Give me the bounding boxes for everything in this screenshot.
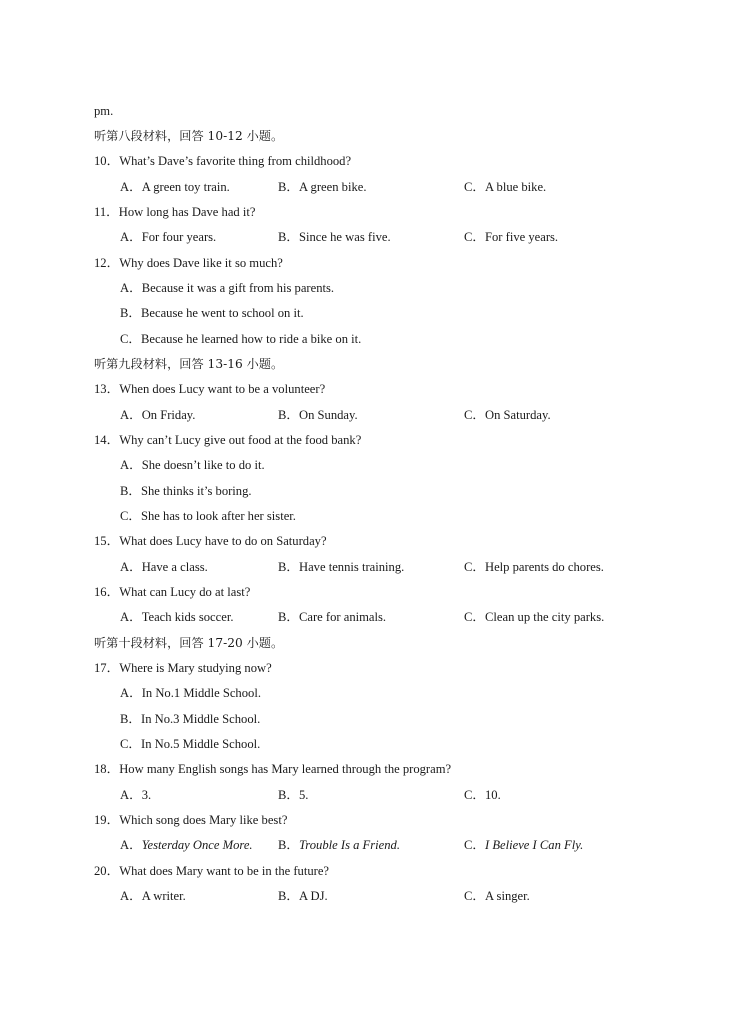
option-13-c: C．On Saturday.	[464, 408, 551, 422]
option-17-a: A．In No.1 Middle School.	[120, 686, 261, 700]
option-18-b: B．5.	[278, 788, 309, 802]
option-17-b: B．In No.3 Middle School.	[120, 712, 261, 726]
option-15-a: A．Have a class.	[120, 560, 208, 574]
section-heading-10: 听第十段材料，回答 17-20 小题。	[94, 636, 284, 650]
option-16-b: B．Care for animals.	[278, 610, 387, 624]
question-stem-13: 13．When does Lucy want to be a volunteer?	[94, 382, 326, 396]
option-16-c: C．Clean up the city parks.	[464, 610, 605, 624]
question-stem-19: 19．Which song does Mary like best?	[94, 813, 288, 827]
option-13-a: A．On Friday.	[120, 408, 196, 422]
option-12-b: B．Because he went to school on it.	[120, 306, 304, 320]
question-stem-11: 11．How long has Dave had it?	[94, 205, 256, 219]
option-19-a	[120, 837, 253, 853]
option-12-c: C．Because he learned how to ride a bike on it.	[120, 332, 362, 346]
question-stem-16: 16．What can Lucy do at last?	[94, 585, 251, 599]
intro-fragment: pm.	[94, 104, 114, 118]
question-stem-12: 12．Why does Dave like it so much?	[94, 256, 283, 270]
option-10-a: A．A green toy train.	[120, 180, 230, 194]
song-title: I Believe I Can Fly.	[485, 838, 584, 852]
option-15-b: B．Have tennis training.	[278, 560, 405, 574]
option-16-a: A．Teach kids soccer.	[120, 610, 234, 624]
option-14-a: A．She doesn’t like to do it.	[120, 458, 265, 472]
option-letter: B．	[278, 838, 299, 852]
option-11-b: B．Since he was five.	[278, 230, 391, 244]
question-stem-17: 17．Where is Mary studying now?	[94, 661, 272, 675]
option-letter: C．	[464, 838, 485, 852]
option-15-c: C．Help parents do chores.	[464, 560, 604, 574]
option-letter: A．	[120, 838, 142, 852]
option-19-b	[278, 837, 400, 853]
option-11-a: A．For four years.	[120, 230, 217, 244]
option-17-c: C．In No.5 Middle School.	[120, 737, 261, 751]
option-20-b: B．A DJ.	[278, 889, 328, 903]
question-stem-10: 10．What’s Dave’s favorite thing from childhood?	[94, 154, 352, 168]
option-12-a: A．Because it was a gift from his parents.	[120, 281, 335, 295]
section-heading-8: 听第八段材料，回答 10-12 小题。	[94, 129, 284, 143]
question-stem-14: 14．Why can’t Lucy give out food at the food bank?	[94, 433, 362, 447]
option-18-a: A．3.	[120, 788, 152, 802]
option-20-a: A．A writer.	[120, 889, 186, 903]
option-11-c: C．For five years.	[464, 230, 559, 244]
option-19-c	[464, 837, 583, 853]
option-13-b: B．On Sunday.	[278, 408, 358, 422]
option-14-c: C．She has to look after her sister.	[120, 509, 296, 523]
option-10-c: C．A blue bike.	[464, 180, 547, 194]
option-14-b: B．She thinks it’s boring.	[120, 484, 252, 498]
song-title: Trouble Is a Friend.	[299, 838, 400, 852]
question-stem-15: 15．What does Lucy have to do on Saturday?	[94, 534, 327, 548]
option-18-c: C．10.	[464, 788, 501, 802]
option-20-c: C．A singer.	[464, 889, 530, 903]
question-stem-18: 18．How many English songs has Mary learned through the program?	[94, 762, 452, 776]
section-heading-9: 听第九段材料，回答 13-16 小题。	[94, 357, 284, 371]
question-stem-20: 20．What does Mary want to be in the future?	[94, 864, 330, 878]
song-title: Yesterday Once More.	[141, 838, 253, 852]
option-10-b: B．A green bike.	[278, 180, 367, 194]
